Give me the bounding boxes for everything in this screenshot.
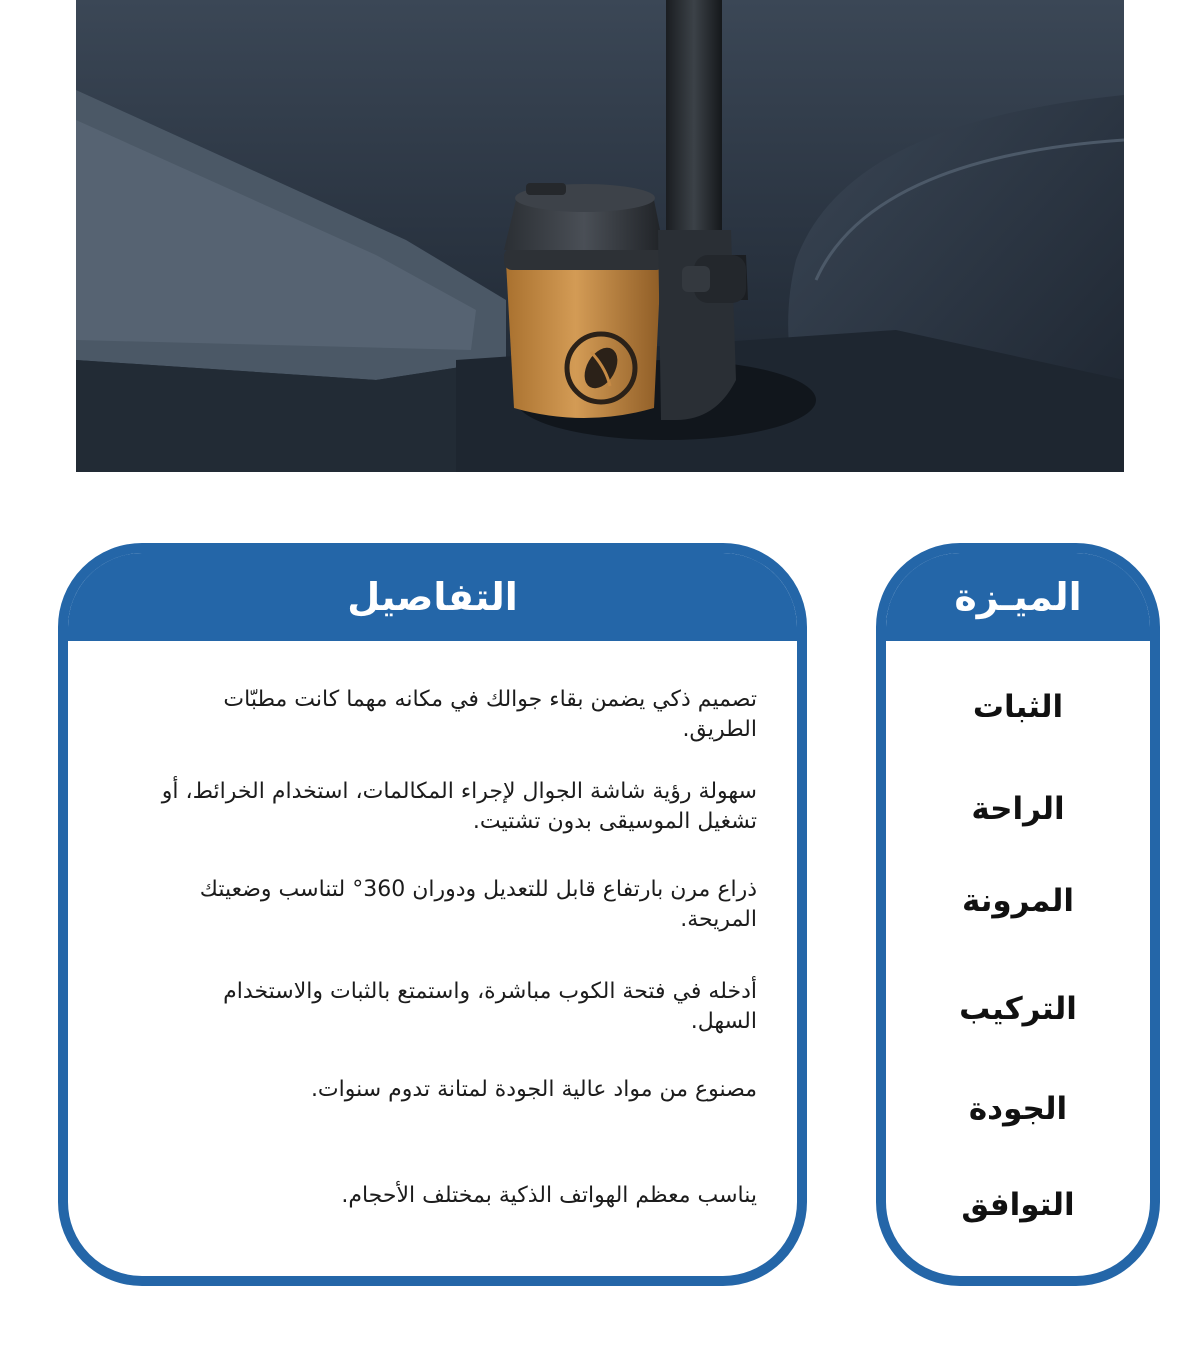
detail-stability: تصميم ذكي يضمن بقاء جوالك في مكانه مهما كانت مطبّات الطريق. xyxy=(223,687,757,742)
feature-quality: الجودة xyxy=(968,1091,1068,1127)
detail-flexibility: ذراع مرن بارتفاع قابل للتعديل ودوران 360° لتناسب وضعيتك المريحة. xyxy=(199,877,757,932)
details-title: التفاصيل xyxy=(347,575,518,619)
feature-installation: التركيب xyxy=(959,991,1077,1027)
detail-comfort: سهولة رؤية شاشة الجوال لإجراء المكالمات، استخدام الخرائط، أو تشغيل الموسيقى بدون تشتيت. xyxy=(161,779,757,834)
detail-quality: مصنوع من مواد عالية الجودة لمتانة تدوم سنوات. xyxy=(310,1077,757,1102)
feature-flexibility: المرونة xyxy=(961,883,1075,919)
features-title: الميـزة xyxy=(954,575,1082,619)
feature-comfort: الراحة xyxy=(971,791,1065,827)
details-header xyxy=(68,553,797,641)
feature-stability: الثبات xyxy=(972,689,1064,725)
feature-compatibility: التوافق xyxy=(961,1187,1075,1223)
product-hero-image xyxy=(76,0,1124,472)
detail-compatibility: يناسب معظم الهواتف الذكية بمختلف الأحجام. xyxy=(341,1183,757,1208)
car-cup-holder-illustration xyxy=(76,0,1124,472)
detail-installation: أدخله في فتحة الكوب مباشرة، واستمتع بالثبات والاستخدام السهل. xyxy=(223,979,757,1034)
features-panel xyxy=(876,543,1160,1286)
details-panel xyxy=(58,543,807,1286)
features-header xyxy=(886,553,1150,641)
